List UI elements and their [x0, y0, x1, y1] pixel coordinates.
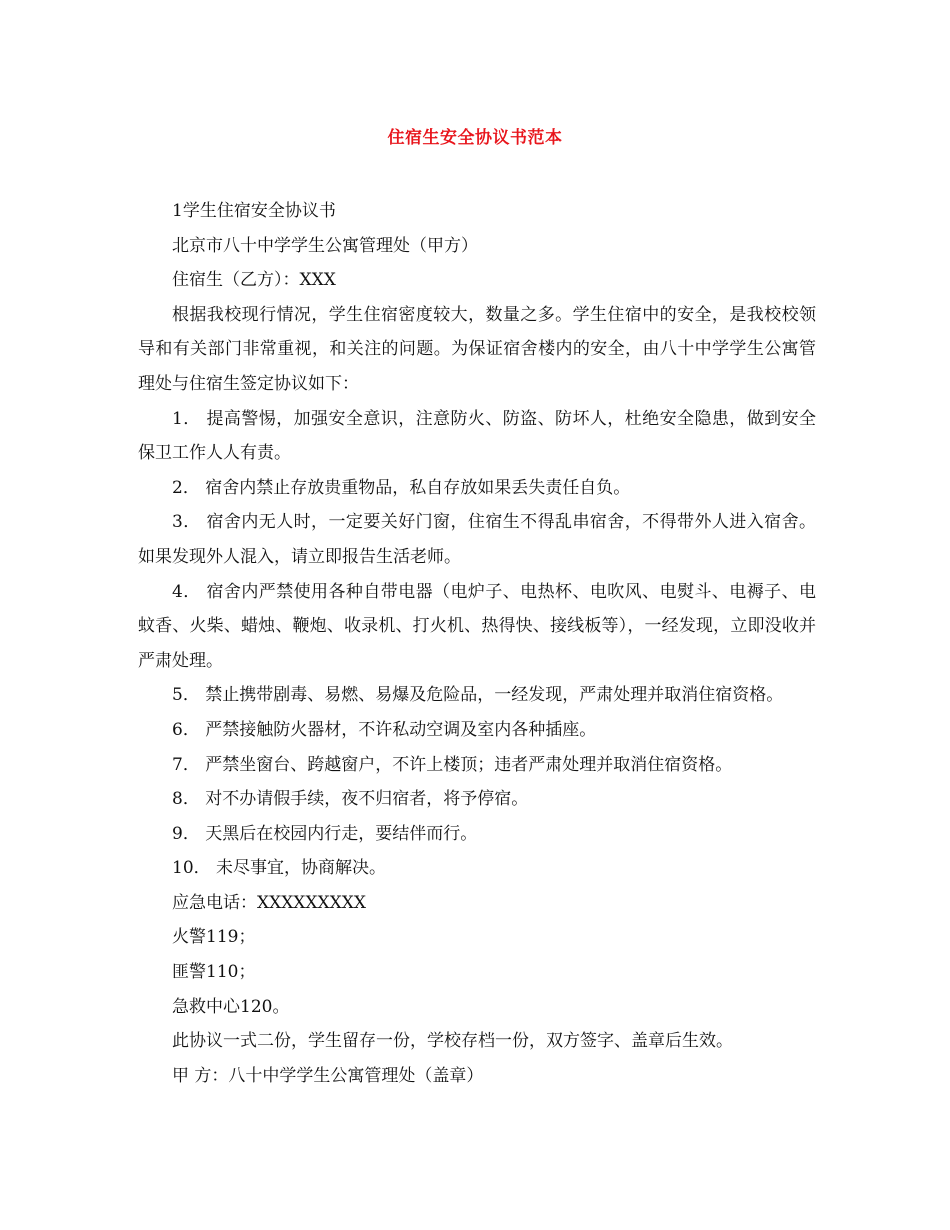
- document-title: 住宿生安全协议书范本: [387, 128, 563, 148]
- signature-line: 甲 方：八十中学学生公寓管理处（盖章）: [172, 1065, 484, 1086]
- document-body: [138, 194, 816, 1093]
- emergency-phone: 应急电话：XXXXXXXXX: [172, 892, 366, 913]
- party-b-line: 住宿生（乙方）：XXX: [172, 270, 336, 291]
- ambulance-number: 急救中心120。: [172, 996, 290, 1017]
- intro-paragraph: 根据我校现行情况，学生住宿密度较大，数量之多。学生住宿中的安全，是我校校领导和有关部门非常重视，和关注的问题。为保证宿舍楼内的安全，由八十中学学生公寓管理处与住宿生签定协议如下：: [138, 304, 816, 394]
- copies-statement: 此协议一式二份，学生留存一份，学校存档一份，双方签字、盖章后生效。: [172, 1031, 733, 1052]
- clause-5: 5． 禁止携带剧毒、易燃、易爆及危险品，一经发现，严肃处理并取消住宿资格。: [172, 685, 784, 706]
- clause-7: 7． 严禁坐窗台、跨越窗户，不许上楼顶；违者严肃处理并取消住宿资格。: [172, 754, 733, 775]
- clause-1: 1． 提高警惕，加强安全意识，注意防火、防盗、防坏人，杜绝安全隐患，做到安全保卫工作人人有责。: [138, 408, 816, 464]
- party-a-line: 北京市八十中学学生公寓管理处（甲方）: [172, 235, 478, 256]
- paragraph-heading: 1学生住宿安全协议书: [172, 201, 336, 221]
- clause-4: 4． 宿舍内严禁使用各种自带电器（电炉子、电热杯、电吹风、电熨斗、电褥子、电蚊香、火柴、蜡烛、鞭炮、收录机、打火机、热得快、接线板等），一经发现，立即没收并严肃处理。: [138, 581, 816, 671]
- clause-8: 8． 对不办请假手续，夜不归宿者，将予停宿。: [172, 789, 529, 810]
- clause-9: 9． 天黑后在校园内行走，要结伴而行。: [172, 823, 478, 844]
- fire-number: 火警119；: [172, 927, 256, 948]
- clause-3: 3． 宿舍内无人时，一定要关好门窗，住宿生不得乱串宿舍，不得带外人进入宿舍。如果发现外人混入，请立即报告生活老师。: [138, 512, 816, 567]
- clause-6: 6． 严禁接触防火器材，不许私动空调及室内各种插座。: [172, 719, 597, 740]
- police-number: 匪警110；: [172, 962, 256, 983]
- clause-2: 2． 宿舍内禁止存放贵重物品，私自存放如果丢失责任自负。: [172, 477, 631, 498]
- clause-10: 10． 未尽事宜，协商解决。: [172, 858, 387, 879]
